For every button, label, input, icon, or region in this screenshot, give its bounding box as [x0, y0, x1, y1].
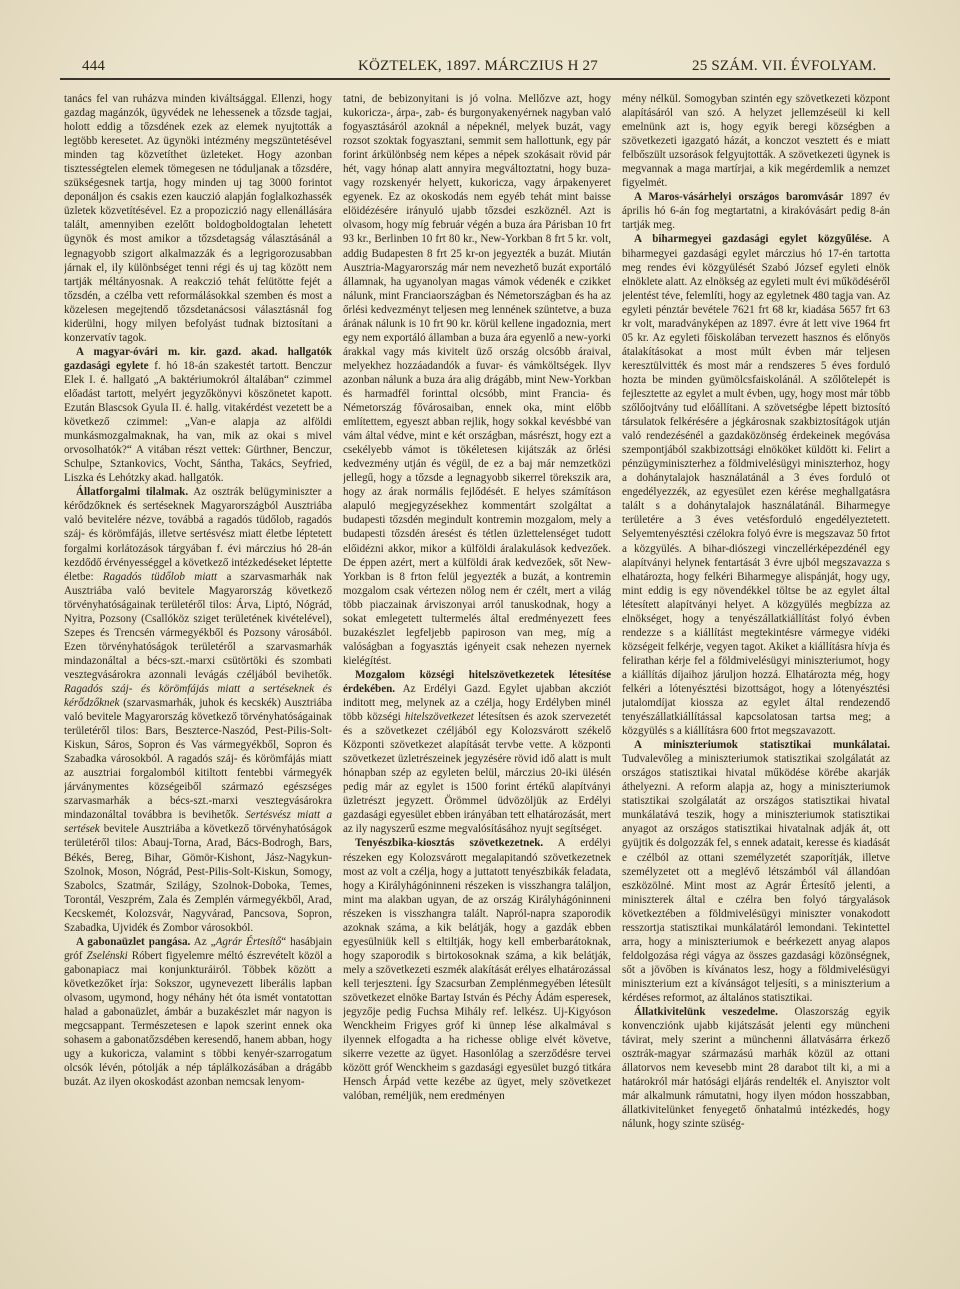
article	[64, 345, 332, 485]
article-text: (szarvasmarhák, juhok és kecskék) Ausztriába való bevitele Magyarország következő törvényhatóságainak területéről tilos: Bars, Beszterce-Naszód, Pest-Pilis-Solt-Kiskun, Sáros, Sopron és Vas vármegyékből, Sopron és Szabadka városokból. A ragadós száj- és körömfájás miatt az ausztriai forgalomból kitiltott fentebbi vármegyék járványmentes községeiből származó egészséges szarvasmarhák a bécs-szt.-marxi vesztegvásárokra mindazonáltal továbbra is bevihetők.	[64, 697, 332, 822]
column-3	[622, 92, 890, 1282]
article	[64, 935, 332, 1090]
article-text: A biharmegyei gazdasági egylet márczius hó 17-én tartotta meg rendes évi közgyülését Szabó József egyleti elnök elnöklete alatt. Az elnökség az egyleti mult évi működéséről jelentést téve, felemlíti, hogy az egyletnek 480 tagja van. Az egyleti pénztár bevétele 7621 frt 68 kr, kiadása 5657 frt 63 kr volt, maradványképen az 1897. évre át lett vive 1964 frt 05 kr. Az egyleti főiskolában tervezett hasznos és előnyös átalakításokat a most múlt évben már teljesen keresztülvitték és most már a rendszeres 5 éves forduló hozta be minden gyümölcsfaiskolánál. A szőlőtelepét is fejlesztette az egylet a mult évben, ugy, hogy most már több szőlőojtvány tud előállítani. A szövetségbe lépett biztosító társulatok felkérésére a jégkárosnak szakbiztosítágok utján való rendezésénél a gazdaközönség érdekeinek megóvása szempontjából szakbizottsági elnököket küldött ki. Felirt a pénzügyminiszterhez a földmivelésügyi miniszterhoz, hogy a dohánytalajok használatánál a 3 éves forduló ot engedélyezzék, az egyesület ezen kérése meghallgatásra talált s a dohánytalajok használatánál. Biharmegye területére a 3 éves vetésforduló engedélyeztetett. Selyemtenyésztési czélokra folyó évre is megszavaz 50 frtot a közgyülés. A bihar-diószegi vinczellérképezdénél egy alapítványi helynek fentartását 3 évre ujból megszavazza s elhatározta, hogy felkéri Biharmegye alispánját, hogy ugy, mint eddig is egy növendékkel töltse be az egylet által létesített alapítványi helyet. A közgyülés megbízza az elnökséget, hogy a tenyészállatkiállítást folyó évben rendezze s a kiállítást megtekintésre vármegye vidéki községeit felkérje, vegyen tagot. Akiket a kiállításra hívja és felirathan kérje fel a földmivelésügyi miniszteriumot, hogy a kiállítás díjaihoz járuljon hozzá. Elhatározta még, hogy felkéri a lótenyésztési bizottságot, hogy a lótenyésztési jutalomdíjat kiossza az egylet által rendezendő tenyészállatkiállítással kapcsolatosan tartsa meg; a közgyülés s a kiállításra 600 frtot megszavazott.	[622, 233, 890, 738]
article-heading: Állatkivitelünk veszedelme.	[634, 1006, 778, 1019]
paragraph: tatni, de bebizonyitani is jó volna. Mellőzve azt, hogy kukoricza-, árpa-, zab- és burgonyakenyérnek nagyban való fogyasztásáról azoknál a népeknél, melyek buzát, vagy rozsot szoktak fogyasztani, semmit sem hallottunk, egy pár forint árkülönbség nem képes a népek szokásait rövid pár hét, vagy hónap alatt annyira megváltoztatni, hogy buza- vagy rozskenyér helyett, kukoricza, vagy árpakenyeret egyenek. Ez az okoskodás nem egyéb tehát mint baisse elöidézésére irányuló ujabb tőzsdei eszköznél. Azt is olvasom, hogy míg február végén a buza ára Párisban 10 frt 93 kr., Berlinben 10 frt 80 kr., New-Yorkban 8 frt 5 kr. volt, addig Budapesten 8 frt 25 kr-on jegyezték a buzát. Miután Ausztria-Magyarország már nem nevezhető buzát exportáló államnak, ha ugyanolyan magas vámok védenék e czikket nálunk, mint Franciaországban és Németországban és ha az őrlési kedvezményt teljesen meg lennének szüntetve, a buza árának nálunk is 10 frt 90 kr. körül kellene ingadoznia, mert egy nem exportáló államban a buza ára egyenlő a new-yorki árakkal vagy más kivitelt üző ország olcsóbb áraival, melyekhez hozzáadandók a fuvar- és vámköltségek. Ilyv azonban nálunk a buza ára alig drágább, mint New-Yorkban és harmadfél forinttal olcsóbb, mint Francia- és Németország fővárosaiban, ennek oka, mint előbb említettem, egyeszt abban rejlik, hogy sokkal kevésbbé van vám által védve, mint e két országban, másrészt, hogy ezt a csekélyebb vámot is tökéletesen kijátszák az őrlési kedvezmény utján és végül, de ez a baj már nemzetközi jellegű, hogy a tőzsde a legnagyobb sikerrel törekszik ara, hogy az árak normális fejlődését. E helyes számításon alapuló megjegyzésekhez kommentárt szolgáltat a budapesti tőzsdén megindult kontremin mozgalom, mely a budapesti tőzsdén áresést és tétlen üzlettelenséget tudott előidézni akkor, mikor a külföldi áralakulások kedvezőek. De éppen azért, mert a külföldi árak kedvezőek, sőt New-Yorkban is 8 frton felül jegyezték a buzát, a kontremin mozgalom csak vértezen nölog nem ér czélt, mert a világ több piaczainak árviszonyai arról tanuskodnak, hogy a sokat emlegetett tultermelés által eredményezett fees buzakészlet legfeljebb papiroson van meg, míg a valóságban a fogyasztás igényeit csak nehezen nyernek kielégítést.	[343, 93, 611, 667]
page-header	[60, 54, 890, 80]
article	[622, 1005, 890, 1131]
article-heading: A Maros-vásárhelyi országos baromvásár	[634, 191, 844, 204]
italic-text: Ragadós száj- és körömfájás miatt a sertéseknek és kérődzőknek	[64, 682, 332, 710]
article-heading: Mozgalom községi hitelszövetkezetek létesítése érdekében.	[343, 668, 611, 695]
article	[622, 232, 890, 738]
article-text: Az Erdélyi Gazd. Egylet ujabban akcziót inditott meg, melynek az a czélja, hogy Erdélyben minél több községi	[343, 682, 611, 724]
article-heading: A gabonaüzlet pangása.	[76, 935, 191, 948]
article-text: 1897 év április hó 6-án fog megtartatni, a kirakóvásárt pedig 8-án tartják meg.	[622, 191, 890, 232]
article-text: f. hó 18-án szakestét tartott. Benczur Elek I. é. hallgató „A baktériumokról általában“ czimmel előadást tartott, melyért jegyzőkönyvi köszönetet kapott. Ezután Blascsok Gyula II. é. hallg. vitakérdést vezetett be a következő czimmel: „Van-e alapja az alföldi munkásmozgalmaknak, ha van, mik az okai s mivel orvosolhatók?“ A vitában részt vettek: Gürthner, Benczur, Schulpe, Sztankovics, Vocht, Sántha, Takács, Seyfried, Liszka és Lehótzky akad. hallgatók.	[64, 359, 332, 485]
article	[622, 190, 890, 232]
article-text: “ hasábjain gróf	[64, 935, 332, 962]
article	[343, 668, 611, 837]
article	[64, 485, 332, 935]
article-heading: Tenyészbika-kiosztás szövetkezetnek.	[355, 837, 544, 850]
article-text: A erdélyi részeken egy Kolozsvárott megalapitandó szövetkezetnek most az volt a czélja, hogy a juttatott tenyészbikák feladata, hogy a Királyhágóninneni részeken is visszhangra találjon, mint ma alakban ugyan, de az ország Királyhágóninneni részeken is visszhangra talált. Napról-napra szaporodik azoknak száma, a kik belátják, hogy a gazdák ebben egyesülniük kell s eltiltják, hogy kell emberbarátoknak, hogy szaporodik s birtokosoknak száma, a kik belátják, mely a szövetkezeti eszmék alakítását erélyes elhatározással kell terjeszteni. Így Szacsurban Zemplénmegyében létesült szövetkezet elnöke Bartay István és Péchy Ádám esperesek, jegyzője pedig Fuchsa Mihály ref. lelkész. Uj-Kigyóson Wenckheim Frigyes gróf ki ünnep lése alkalmával s ilyennek elfogadta a ha richesse oblige elvét követve, sikerre vezette az ügyet. Hasonlólag a szerződésre tervei között gróf Wenckheim s gazdasági egyesület buzgó titkára Hensch Árpád vette kezébe az ügyet, mely szövetkezet valóban, reméljük, nem eredményen	[343, 837, 611, 1103]
italic-text: Zselénski	[86, 949, 128, 962]
italic-text: Ragadós tüdőlob miatt	[102, 570, 218, 583]
paragraph: mény nélkül. Somogyban szintén egy szövetkezeti központ alapításáról van szó. A helyzet jellemzéseül ki kell emelnünk azt is, hogy egyik beregi községben a szövetkezeti igazgató házát, a konczot vesztett és e miatt felbőszült uzsorások felgyujtották. A szövetkezeti ügynek is megvannak a maga martírjai, a kik megérdemlik a nemzet figyelmét.	[622, 93, 890, 190]
paragraph: tanács fel van ruházva minden kiváltsággal. Ellenzi, hogy gazdag magánzók, ügyvédek ne lehessenek a tőzsde tagjai, holott eddig a tőzsdének ezek az elemek nyujtották a legtöbb keresetet. Az ügynöki intézmény megszüntetésével minden tag közvetíthet üzleteket. Hogy azonban tisztességtelen elemek tömegesen ne tóduljanak a tőzsdére, szükségesnek tartja, hogy minden uj tag 3000 forintot deponáljon és csakis ezen kauczió alapján foglalkozhassék üzletek közvetítésével. Ez a propoziczió nagy ellenállására talált, amennyiben ezelőtt boldogboldogtalan lehetett ügynök és most amikor a tőzsdetagság választásánál a legnagyobb szigort alkalmazzák és a legrigorozusabban járnak el, ily különbséget tenni régi és uj tag között nem tartják méltányosnak. A reakczió tehát felütötte fejét a tőzsdén, a czélba vett reformálásokkal szemben és most a közelesen megejtendő tőzsdetanácsosi választásnál fog kiderülni, hogy milyen befolyást tudnak biztosítani a konzervatív tagok.	[64, 93, 332, 344]
article-text: Olaszország egyik konvencziónk ujabb kijátszását jelenti egy müncheni távirat, mely szerint a münchenni állatvásárra érkező osztrák-magyar származású marhák közül az ottani állatorvos nem kevesebb mint 28 darabot tilt ki, a mi a határokról már hatósági eljárás rendelték el. Anyisztor volt már alkalmunk rámutatni, hogy ilyen módon hosszabban, állatkivitelünket fenyegető őnhatalmú intézkedés, hogy nálunk, hogy szinte szüség-	[622, 1006, 890, 1131]
publication-title: KÖZTELEK, 1897. MÁRCZIUS H 27	[358, 58, 598, 74]
column-1	[64, 92, 332, 1282]
page-number: 444	[82, 58, 106, 74]
article-text: létesítsen és azok szervezetét és a szövetkezet czéljából egy Kolozsvárott székelő Központi szövetkezet alapítását tervbe vette. A központi szövetkezet üzletrészeinek jegyzésére rövid idő alatt is mult hónapban szép az egyleten belül, márczius 20-iki ülésén pedig már az egylet is 1500 forint értékű alapítványi üzletrészt jegyzett. Örömmel üdvözöljük az Erdélyi gazdasági egyesület ebben irányában tett elhatározását, mert az ily nagyszerű eszme megvalósításához nyujt segítséget.	[343, 711, 611, 836]
article	[343, 836, 611, 1103]
article-text: Tudvalevőleg a miniszteriumok statisztikai szolgálatát az országos statisztikai hivatal működése körébe akarják áthelyezni. A reform alapja az, hogy a miniszteriumok statisztikai szolgálatát az országos statisztikai hivatal munkálatává teszik, hogy a miniszteriumok statisztikai anyagot az országos statisztikai hivatalnak adják át, ott gyüjtik és dolgozzák fel, s ennek adatait, keresse és kiadását e czélból az ottani személyzetét szaporítják, illetve személyzetet ott a meglévő létszámból vál állandóan eszközölné. Mint most az Agrár Értesítő jelenti, a miniszterek által e czélra ben folyó tárgyalások következtében a földmivelésügyi miniszter vonakodott resszortja statisztikai munkálatáról lemondani. Tekintettel arra, hogy a miniszteriumok e beérkezett anyag alapos feldolgozása régi vágya az összes gazdasági közönségnek, sőt a jövőben is kívánatos lesz, hogy a földmivelésügyi miniszterium ezt a kívánságot teljesíti, s a miniszterium a kérdéses reformot, az általános statisztikai.	[622, 753, 890, 1004]
article-heading: Állatforgalmi tilalmak.	[76, 486, 189, 499]
italic-text: Agrár Értesítő	[215, 935, 282, 948]
article	[622, 738, 890, 1005]
column-2	[343, 92, 611, 1282]
article-heading: A biharmegyei gazdasági egylet közgyűlése.	[634, 233, 872, 246]
article-text: Róbert figyelemre méltó észrevételt közöl a gabonapiacz mai konjunkturáiról. Többek között a következőket írja: Sokszor, ugynevezett liberális lapban olvasom, ugymond, hogy néhány hét óta ismét vontatottan halad a gabonaüzlet, ámbár a buzakészlet már nagyon is megcsappant. Természetesen e lapok szerint ennek oka sohasem a gabonatőzsdében keresendő, hanem abban, hogy ugy a kukoricza, valamint s többi kenyér-szarrogatum olcsók lévén, pótolják a nép táplálkozásában a drágább buzát. Az ilyen okoskodást azonban nemcsak lenyom-	[64, 949, 332, 1089]
article-text: Az „	[190, 935, 216, 948]
article-text: bevitele Ausztriába a következő törvényhatóságok területéről tilos: Abauj-Torna, Arad, Bács-Bodrogh, Bars, Békés, Bereg, Bihar, Gömör-Kishont, Jász-Nagykun-Szolnok, Moson, Nógrád, Pest-Pilis-Solt-Kiskun, Somogy, Szabolcs, Szatmár, Szilágy, Szolnok-Doboka, Temes, Torontál, Veszprém, Zala és Zemplén vármegyékből, Arad, Kecskemét, Kolozsvár, Nagyvárad, Pancsova, Sopron, Szabadka, Ujvidék és Zombor városokból.	[64, 823, 332, 934]
italic-text: Sertésvész miatt a sertések	[64, 809, 332, 836]
italic-text: hitelszövetkezet	[404, 711, 474, 724]
article-heading: A magyar-óvári m. kir. gazd. akad. hallgatók gazdasági egylete	[64, 345, 332, 372]
issue-info: 25 SZÁM. VII. ÉVFOLYAM.	[692, 58, 877, 74]
article-text: a szarvasmarhák nak Ausztriába való bevitele Magyarország következő törvényhatóságainak területéről tilos: Árva, Liptó, Nógrád, Nyitra, Pozsony (Csallóköz sziget területének kivételével), Szepes és Trencsén vármegyékből és Pozsony városából. Ezen törvényhatóságok területéről a szarvasmarhák mindazonáltal a bécs-szt.-marxi csütörtöki és szombati vesztegvásárokra azonnali levágás czéljából bevihetők.	[64, 570, 332, 681]
header-rule	[60, 78, 890, 80]
article-heading: A miniszteriumok statisztikai munkálatai.	[634, 739, 890, 752]
article-text: Az osztrák belügyminiszter a kérődzőknek és sertéseknek Magyarországból Ausztriába való bevitelére nézve, továbbá a ragadós tüdőlob, ragadós száj- és körömfájás, illetve sertésvész miatt életbe léptetett forgalmi korlátozások tárgyában f. évi márczius hó 28-án kezdődő érvényességgel a következő intézkedéseket léptette életbe:	[64, 486, 332, 583]
